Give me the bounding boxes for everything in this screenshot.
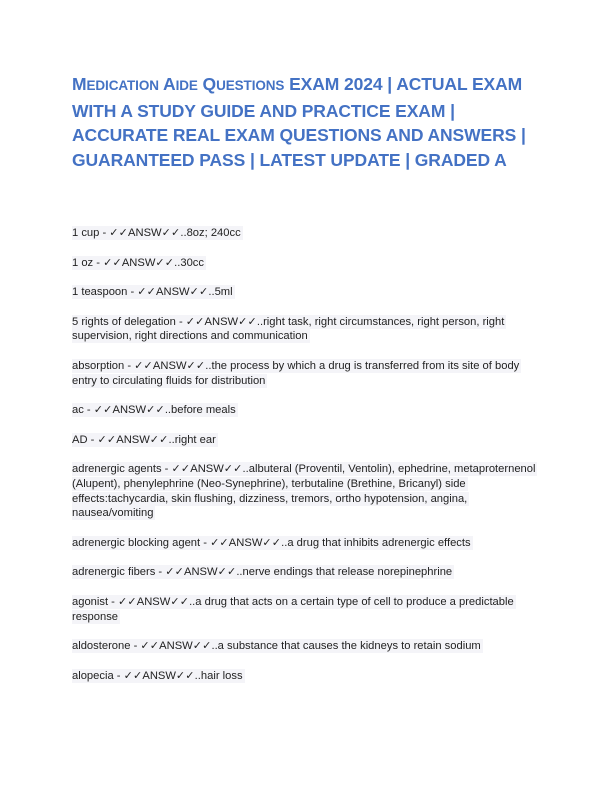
flashcard-text: 1 cup - ✓✓ANSW✓✓..8oz; 240cc xyxy=(72,227,241,239)
flashcard-entry xyxy=(72,256,542,271)
flashcard-entry xyxy=(72,639,542,654)
flashcard-entry xyxy=(72,462,542,520)
flashcard-text: adrenergic agents - ✓✓ANSW✓✓..albuteral (Proventil, Ventolin), ephedrine, metaproternenol (Alupent), phenylephrine (Neo-Synephrine), terbutaline (Brethine, Bricanyl) side effects:tachycardia, skin flushing, dizziness, tremors, ortho hypotension, angina, nausea/vomiting xyxy=(72,463,536,520)
flashcard-text: 1 teaspoon - ✓✓ANSW✓✓..5ml xyxy=(72,286,233,299)
flashcard-text: adrenergic blocking agent - ✓✓ANSW✓✓..a drug that inhibits adrenergic effects xyxy=(72,536,471,549)
flashcard-entry xyxy=(72,565,542,580)
flashcard-text: absorption - ✓✓ANSW✓✓..the process by which a drug is transferred from its site of body entry to circulating fluids for distribution xyxy=(72,359,520,387)
document-title xyxy=(72,72,542,172)
flashcard-list xyxy=(72,226,542,698)
flashcard-entry xyxy=(72,669,542,684)
flashcard-text: AD - ✓✓ANSW✓✓..right ear xyxy=(72,433,216,446)
flashcard-entry xyxy=(72,315,542,344)
title-main-part: EXAM 2024 | ACTUAL EXAM WITH A STUDY GUIDE AND PRACTICE EXAM | ACCURATE REAL EXAM QUESTIONS AND ANSWERS | GUARANTEED PASS | LATEST UPDATE | GRADED A xyxy=(72,74,526,170)
flashcard-text: adrenergic fibers - ✓✓ANSW✓✓..nerve endings that release norepinephrine xyxy=(72,566,453,579)
title-small-caps-part: MEDICATION AIDE QUESTIONS xyxy=(72,74,285,94)
flashcard-text: alopecia - ✓✓ANSW✓✓..hair loss xyxy=(72,669,243,682)
flashcard-entry xyxy=(72,536,542,551)
flashcard-text: aldosterone - ✓✓ANSW✓✓..a substance that causes the kidneys to retain sodium xyxy=(72,640,481,653)
flashcard-entry xyxy=(72,403,542,418)
flashcard-entry xyxy=(72,359,542,388)
flashcard-entry xyxy=(72,285,542,300)
flashcard-entry xyxy=(72,226,542,241)
flashcard-text: 1 oz - ✓✓ANSW✓✓..30cc xyxy=(72,256,204,269)
flashcard-text: 5 rights of delegation - ✓✓ANSW✓✓..right task, right circumstances, right person, right supervision, right directions and communication xyxy=(72,315,505,343)
flashcard-entry xyxy=(72,433,542,448)
flashcard-text: ac - ✓✓ANSW✓✓..before meals xyxy=(72,404,236,417)
flashcard-text: agonist - ✓✓ANSW✓✓..a drug that acts on a certain type of cell to produce a predictable response xyxy=(72,595,514,623)
flashcard-entry xyxy=(72,595,542,624)
